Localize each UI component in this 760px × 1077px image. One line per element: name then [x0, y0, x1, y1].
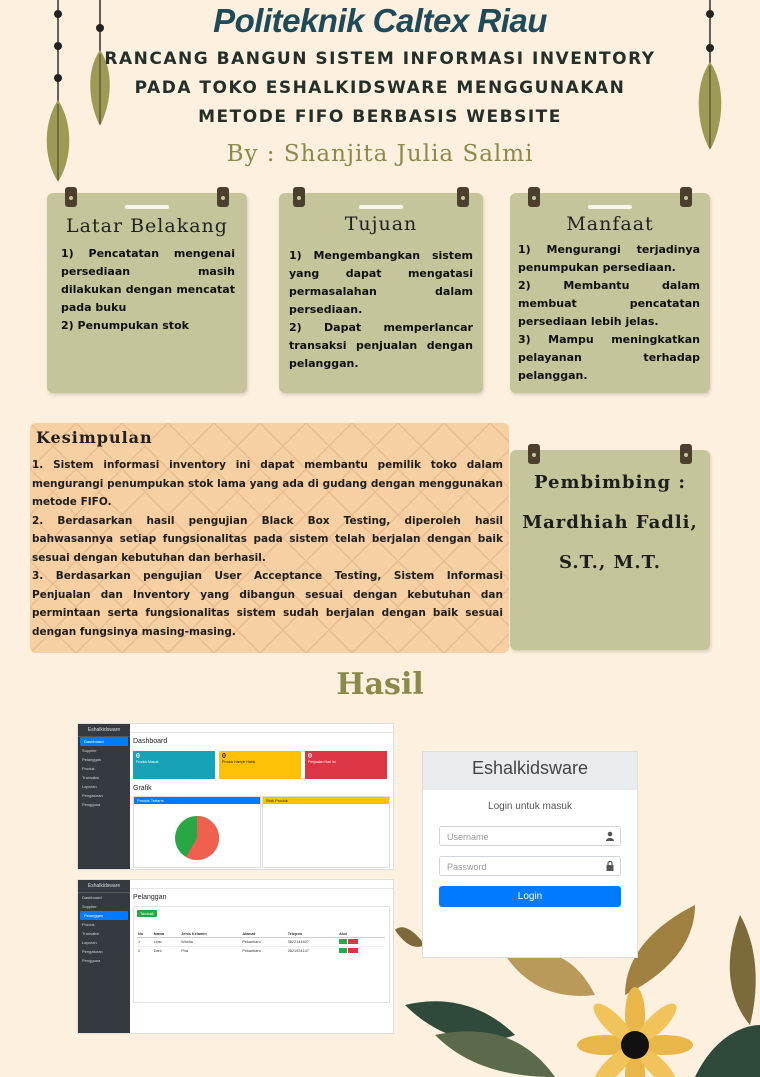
add-pelanggan-button[interactable]: Tambah: [137, 910, 157, 917]
table-row: [137, 938, 385, 947]
table-cell: Linsi: [153, 940, 162, 944]
username-input[interactable]: [439, 826, 621, 846]
sidebar-item-supplier[interactable]: Supplier: [82, 904, 97, 909]
table-cell: 1: [138, 940, 141, 944]
pin-icon: [457, 187, 469, 207]
edit-button[interactable]: [339, 939, 347, 944]
kesimpulan-panel: [30, 423, 509, 653]
row-actions: [338, 947, 385, 956]
table-cell: Pekanbaru: [242, 940, 261, 944]
username-placeholder: Username: [447, 832, 489, 842]
info-box: [219, 751, 301, 779]
institution-name: Politeknik Caltex Riau: [213, 2, 547, 39]
info-box-value: 0: [308, 753, 312, 760]
card-slot: [359, 205, 403, 209]
table-cell: 2: [138, 949, 141, 953]
sidebar-item-dashboard[interactable]: Dashboard: [80, 737, 128, 746]
sidebar-item-pelanggan[interactable]: Pelanggan: [82, 757, 102, 762]
card-body: 1) Pencatatan mengenai persediaan masih dilakukan dengan mencatat pada buku 2) Penumpukan stok: [61, 247, 235, 332]
pelanggan-screenshot: [77, 879, 394, 1034]
pelanggan-heading: Pelanggan: [133, 894, 167, 901]
dashboard-heading: Dashboard: [133, 738, 168, 745]
delete-button[interactable]: [348, 939, 358, 944]
card-pembimbing: [510, 450, 710, 650]
info-box-label: Penjualan Hari Ini: [308, 760, 336, 764]
card-title: Manfaat: [566, 213, 654, 235]
col-header: Nama: [153, 932, 165, 936]
table-cell: Dani: [153, 949, 162, 953]
pin-icon: [680, 444, 692, 464]
panel-right: [262, 796, 390, 868]
card-title: Tujuan: [344, 213, 418, 235]
pin-icon: [680, 187, 692, 207]
login-subtitle: Login untuk masuk: [488, 801, 572, 812]
author-byline: By : Shanjita Julia Salmi: [226, 141, 534, 167]
grafik-heading: Grafik: [133, 785, 152, 792]
sidebar-item-supplier[interactable]: Supplier: [82, 748, 97, 753]
pie-chart: [134, 804, 260, 864]
pembimbing-degree: S.T., M.T.: [558, 552, 662, 573]
user-icon: [606, 831, 614, 841]
card-tujuan: [279, 193, 483, 393]
lock-icon: [606, 861, 614, 871]
card-body: 1) Mengembangkan sistem yang dapat mengatasi permasalahan dalam persediaan. 2) Dapat memperlancar transaksi penjualan dengan pelanggan.: [289, 249, 473, 370]
pin-icon: [528, 444, 540, 464]
table-cell: 0822144407: [287, 940, 309, 944]
dashboard-screenshot: [77, 723, 394, 870]
sidebar-item-transaksi[interactable]: Transaksi: [82, 775, 100, 780]
password-placeholder: Password: [447, 862, 487, 872]
col-header: Jenis Kelamin: [181, 932, 207, 936]
table-cell: Wanita: [181, 940, 193, 944]
pelanggan-table: [137, 931, 385, 955]
title-line-1: RANCANG BANGUN SISTEM INFORMASI INVENTORY: [104, 49, 656, 69]
table-card: [133, 906, 390, 1003]
sidebar-item-pengaturan[interactable]: Pengaturan: [82, 949, 103, 954]
delete-button[interactable]: [348, 948, 358, 953]
hasil-title: Hasil: [336, 667, 424, 702]
sidebar-item-pengaturan[interactable]: Pengaturan: [82, 793, 103, 798]
table-row: [137, 947, 385, 956]
card-latar-belakang: [47, 193, 247, 393]
sidebar-item-produk[interactable]: Produk: [82, 922, 95, 927]
panel-left: [133, 796, 261, 868]
col-header: Telepon: [287, 932, 302, 936]
kesimpulan-title: Kesimpulan: [36, 428, 153, 447]
login-app-name: Eshalkidsware: [423, 752, 637, 790]
col-header: Aksi: [339, 932, 348, 936]
info-box-value: 0: [136, 753, 140, 760]
info-box: [305, 751, 387, 779]
info-box-label: Produk Masuk: [136, 760, 159, 764]
sidebar-brand: Eshalkidsware: [78, 724, 130, 737]
sidebar-item-produk[interactable]: Produk: [82, 766, 95, 771]
card-slot: [588, 205, 632, 209]
sidebar-item-transaksi[interactable]: Transaksi: [82, 931, 100, 936]
card-body: 1) Mengurangi terjadinya penumpukan persediaan. 2) Membantu dalam membuat pencatatan persediaan lebih jelas. 3) Mampu meningkatkan pelayanan terhadap pelanggan.: [518, 243, 700, 382]
pin-icon: [217, 187, 229, 207]
card-manfaat: [510, 193, 710, 393]
topbar: [130, 724, 393, 733]
title-line-2: PADA TOKO ESHALKIDSWARE MENGGUNAKAN: [134, 78, 626, 98]
kesimpulan-body: 1. Sistem informasi inventory ini dapat membantu pemilik toko dalam mengurangi penumpukan stok lama yang ada di gudang dengan menggunakan metode FIFO. 2. Berdasarkan hasil pengujian Black Box Testing, diperoleh hasil bahwasannya setiap fungsionalitas pada sistem telah berjalan dengan baik sesuai dengan kebutuhan dan berhasil. 3. Berdasarkan pengujian User Acceptance Testing, Sistem Informasi Penjualan dan Inventory yang dibangun sesuai dengan kebutuhan dan permintaan serta fungsionalitas sistem sudah berjalan dengan baik sesuai dengan fungsinya masing-masing.: [32, 459, 503, 638]
info-box-value: 0: [222, 753, 226, 760]
sidebar-brand: Eshalkidsware: [78, 880, 130, 893]
pin-icon: [528, 187, 540, 207]
card-title: Latar Belakang: [66, 215, 228, 237]
panel-left-header: Produk Terlaris: [134, 797, 260, 804]
table-cell: Pekanbaru: [242, 949, 261, 953]
pembimbing-label: Pembimbing :: [533, 472, 687, 493]
topbar: [130, 880, 393, 889]
sidebar-item-laporan[interactable]: Laporan: [82, 940, 97, 945]
sidebar-item-laporan[interactable]: Laporan: [82, 784, 97, 789]
info-box: [133, 751, 215, 779]
panel-right-header: Stok Produk: [263, 797, 389, 804]
sidebar-item-dashboard[interactable]: Dashboard: [82, 895, 102, 900]
pembimbing-name: Mardhiah Fadli,: [522, 512, 698, 533]
sidebar: [78, 880, 130, 1033]
pin-icon: [65, 187, 77, 207]
sidebar: [78, 724, 130, 869]
login-button[interactable]: Login: [439, 886, 621, 907]
password-input[interactable]: [439, 856, 621, 876]
card-slot: [125, 205, 169, 209]
col-header: Alamat: [242, 932, 256, 936]
pin-icon: [293, 187, 305, 207]
sidebar-item-pelanggan[interactable]: Pelanggan: [80, 911, 128, 920]
sidebar-item-pengguna[interactable]: Pengguna: [82, 958, 101, 963]
title-line-3: METODE FIFO BERBASIS WEBSITE: [198, 107, 562, 127]
table-cell: 0821924147: [287, 949, 309, 953]
table-cell: Pria: [181, 949, 188, 953]
sidebar-item-pengguna[interactable]: Pengguna: [82, 802, 101, 807]
col-header: No: [138, 932, 144, 936]
edit-button[interactable]: [339, 948, 347, 953]
info-box-label: Produk Hampir Habis: [222, 760, 256, 764]
row-actions: [338, 938, 385, 947]
login-screenshot: [422, 751, 638, 958]
